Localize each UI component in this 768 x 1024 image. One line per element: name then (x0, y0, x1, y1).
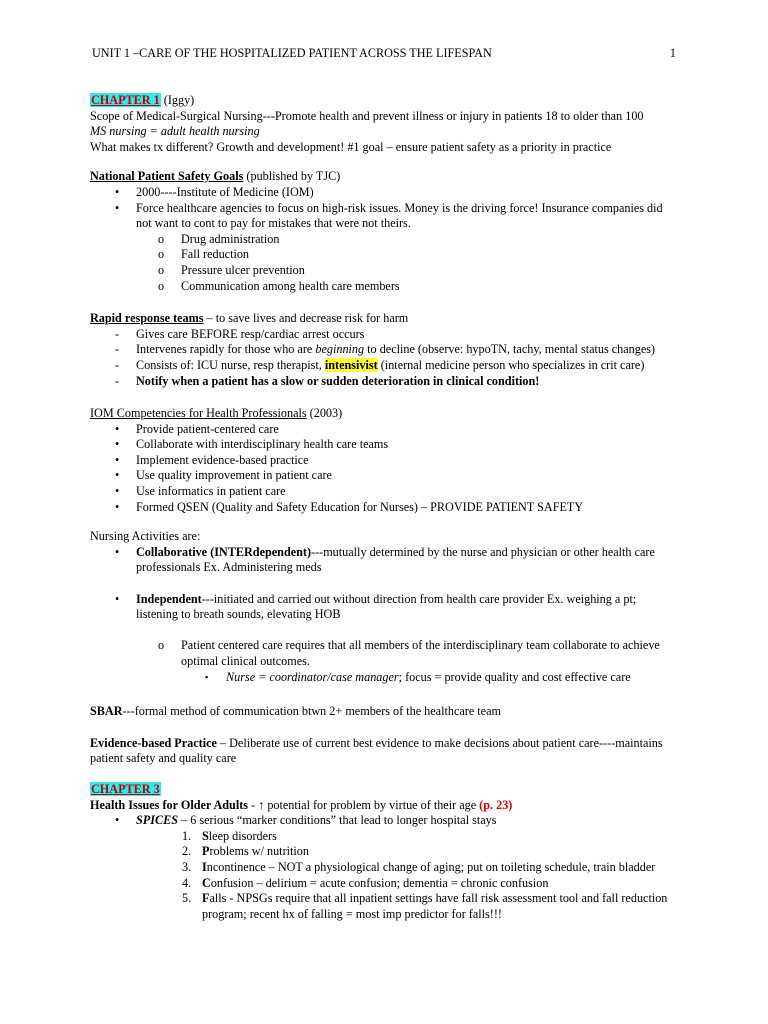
list-item (90, 374, 680, 390)
spices-text: – 6 serious “marker conditions” that lead to longer hospital stays (178, 813, 497, 828)
iom-list (90, 422, 680, 516)
spices-item-text: onfusion – delirium = acute confusion; dementia = chronic confusion (210, 875, 549, 890)
rrt-title: Rapid response teams (90, 311, 204, 326)
list-item (90, 327, 680, 343)
dash-marker: - (115, 357, 120, 372)
spacer (90, 576, 680, 592)
page-number: 1 (669, 46, 676, 60)
bullet-marker: • (115, 452, 120, 467)
circle-marker: o (158, 278, 165, 293)
spices-item-text: leep disorders (208, 828, 277, 843)
iom-item: Use informatics in patient care (136, 484, 286, 499)
iom-item: Provide patient-centered care (136, 421, 279, 436)
spices-list (90, 813, 680, 829)
health-issues-text: potential for problem by virtue of their age (264, 797, 480, 812)
list-item (90, 342, 680, 358)
list-number: 3. (182, 859, 192, 874)
spices-item-text: ncontinence – NOT a physiological change of aging; put on toileting schedule, train bladder (206, 859, 656, 874)
rrt-heading (90, 311, 680, 327)
ebp-text: – Deliberate use of current best evidence to make decisions about patient care----maintains patient safety and quality care (90, 735, 663, 766)
list-item (90, 358, 680, 374)
spices-item-text: alls - NPSGs require that all inpatient settings have fall risk assessment tool and fall reduction program; recent hx of falling = most imp predictor for falls!!! (202, 891, 668, 921)
activities-list (90, 545, 680, 685)
npsg-suffix: (published by TJC) (243, 169, 341, 184)
npsg-list (90, 185, 680, 294)
sbar-paragraph (90, 704, 680, 720)
spices-initial: I (202, 859, 207, 874)
npsg-sub-item: Communication among health care members (181, 278, 400, 293)
iom-item: Collaborate with interdisciplinary health care teams (136, 437, 389, 452)
list-item (90, 422, 680, 438)
chapter-3-heading (90, 782, 680, 798)
intensivist-highlight: intensivist (324, 357, 378, 372)
iom-item: Implement evidence-based practice (136, 452, 309, 467)
list-item (90, 185, 680, 201)
bullet-marker: • (115, 813, 120, 828)
list-item (90, 232, 680, 248)
ms-nursing-text (90, 124, 680, 140)
spices-initial: F (202, 891, 210, 906)
list-number: 5. (182, 891, 192, 906)
collaborative-text: ---mutually determined by the nurse and physician or other health care professionals Ex. Administering meds (136, 544, 655, 575)
list-item (90, 876, 680, 892)
list-item (90, 453, 680, 469)
spacer (90, 623, 680, 639)
iom-item: Formed QSEN (Quality and Safety Education for Nurses) – PROVIDE PATIENT SAFETY (136, 499, 584, 514)
iom-title: IOM Competencies for Health Professionals (90, 406, 307, 421)
list-item (90, 484, 680, 500)
list-item (90, 813, 680, 829)
list-item (90, 545, 680, 576)
list-item (90, 829, 680, 845)
list-number: 1. (182, 828, 192, 843)
bullet-marker: • (115, 200, 120, 215)
rrt-item-2-b: to decline (observe: hypoTN, tachy, mental status changes) (364, 342, 656, 357)
iom-heading (90, 406, 680, 422)
list-item (90, 201, 680, 232)
list-item (90, 279, 680, 295)
list-item (90, 638, 680, 669)
list-item (90, 592, 680, 623)
nurse-role-italic: Nurse = coordinator/case manager (226, 669, 399, 684)
bullet-marker: • (115, 468, 120, 483)
square-marker: ▪ (205, 671, 209, 682)
chapter-1-heading (90, 93, 680, 109)
dash-marker: - (115, 326, 120, 341)
spices-initial: S (202, 828, 209, 843)
list-item (90, 263, 680, 279)
sbar-text: ---formal method of communication btwn 2+ members of the healthcare team (122, 704, 501, 719)
activities-intro: Nursing Activities are: (90, 529, 201, 544)
health-issues-dash: - (248, 797, 259, 812)
what-makes-text: What makes tx different? Growth and development! #1 goal – ensure patient safety as a priority in practice (90, 139, 612, 154)
npsg-item-1: 2000----Institute of Medicine (IOM) (136, 184, 314, 199)
list-item (90, 500, 680, 516)
chapter-3-label: CHAPTER 3 (91, 781, 160, 796)
npsg-sub-item: Fall reduction (181, 247, 250, 262)
bullet-marker: • (115, 544, 120, 559)
rrt-item-3-a: Consists of: ICU nurse, resp therapist, (136, 357, 325, 372)
list-item (90, 860, 680, 876)
list-number: 2. (182, 844, 192, 859)
npsg-item-2: Force healthcare agencies to focus on high-risk issues. Money is the driving force! Insurance companies did not want to cont to pay for mistakes that were not theirs. (136, 200, 663, 231)
npsg-title: National Patient Safety Goals (90, 169, 244, 184)
rrt-item-3-b: (internal medicine person who specializes in crit care) (377, 357, 645, 372)
page-header (92, 46, 676, 62)
dash-marker: - (115, 342, 120, 357)
independent-text: ---initiated and carried out without direction from health care provider Ex. weighing a pt; listening to breath sounds, elevating HOB (136, 591, 637, 622)
spices-item-text: roblems w/ nutrition (209, 844, 309, 859)
rrt-list (90, 327, 680, 389)
rrt-item-1: Gives care BEFORE resp/cardiac arrest occurs (136, 326, 365, 341)
npsg-heading (90, 169, 680, 185)
up-arrow-icon: ↑ (258, 797, 265, 812)
document-body (90, 93, 680, 922)
ebp-paragraph (90, 736, 680, 767)
list-item (90, 247, 680, 263)
bullet-marker: • (115, 484, 120, 499)
circle-marker: o (158, 231, 165, 246)
bullet-marker: • (115, 591, 120, 606)
scope-text: Scope of Medical-Surgical Nursing---Promote health and prevent illness or injury in patients 18 to older than 100 (90, 108, 644, 123)
nurse-role-text: ; focus = provide quality and cost effective care (398, 669, 631, 684)
collaborative-label: Collaborative (INTERdependent) (136, 544, 312, 559)
bullet-marker: • (115, 437, 120, 452)
spices-numbered-list (90, 829, 680, 923)
health-issues-line (90, 798, 680, 814)
list-item (90, 844, 680, 860)
list-item (90, 670, 680, 686)
chapter-1-label: CHAPTER 1 (91, 93, 160, 107)
rrt-item-2-a: Intervenes rapidly for those who are (136, 342, 316, 357)
bullet-marker: • (115, 499, 120, 514)
dash-marker: - (115, 373, 120, 388)
health-issues-label: Health Issues for Older Adults (90, 797, 249, 812)
patient-centered-text: Patient centered care requires that all members of the interdisciplinary team collaborate to achieve optimal clinical outcomes. (181, 638, 660, 668)
iom-item: Use quality improvement in patient care (136, 468, 332, 483)
ebp-label: Evidence-based Practice (90, 735, 217, 750)
spices-initial: P (202, 844, 210, 859)
list-item (90, 891, 680, 922)
chapter-1-suffix: (Iggy) (160, 93, 195, 107)
rrt-item-4: Notify when a patient has a slow or sudden deterioration in clinical condition! (136, 373, 540, 388)
circle-marker: o (158, 638, 165, 653)
npsg-sub-item: Pressure ulcer prevention (181, 262, 305, 277)
bullet-marker: • (115, 184, 120, 199)
npsg-sub-item: Drug administration (181, 231, 280, 246)
page-reference: (p. 23) (479, 797, 513, 812)
spices-initial: C (202, 875, 211, 890)
ms-nursing-italic: MS nursing = adult health nursing (90, 124, 260, 139)
list-item (90, 437, 680, 453)
rrt-item-2-italic: beginning (315, 342, 365, 357)
list-item (90, 468, 680, 484)
spices-label: SPICES (136, 813, 179, 828)
circle-marker: o (158, 262, 165, 277)
independent-label: Independent (136, 591, 202, 606)
bullet-marker: • (115, 421, 120, 436)
iom-suffix: (2003) (306, 406, 343, 421)
list-number: 4. (182, 875, 192, 890)
sbar-label: SBAR (90, 704, 123, 719)
rrt-suffix: – to save lives and decrease risk for harm (203, 311, 409, 326)
header-title: UNIT 1 –CARE OF THE HOSPITALIZED PATIENT ACROSS THE LIFESPAN (92, 46, 492, 60)
circle-marker: o (158, 247, 165, 262)
